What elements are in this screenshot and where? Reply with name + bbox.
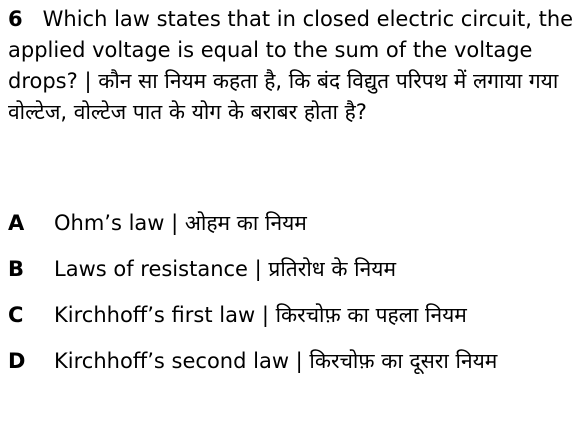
option-d-letter: D — [8, 349, 26, 373]
option-a-letter: A — [8, 211, 25, 235]
option-d-text: Kirchhoff’s second law | किरचोफ़ का दूसरा नियम — [54, 349, 498, 373]
option-d[interactable] — [8, 346, 582, 377]
option-b-text: Laws of resistance | प्रतिरोध के नियम — [54, 257, 396, 281]
option-b-letter: B — [8, 257, 25, 281]
question-number: 6 — [8, 7, 23, 31]
question-text: Which law states that in closed electric circuit, the applied voltage is equal to the sum of the voltage drops? | कौन सा नियम कहता है, कि बंद विद्युत परिपथ में लगाया गया वोल्टेज, वोल्टेज पात के योग के बराबर होता है? — [8, 7, 574, 124]
options-list — [8, 208, 582, 377]
question — [8, 4, 582, 128]
option-b[interactable] — [8, 254, 582, 285]
option-c-letter: C — [8, 303, 24, 327]
option-a[interactable] — [8, 208, 582, 239]
option-c[interactable] — [8, 300, 582, 331]
option-c-text: Kirchhoff’s first law | किरचोफ़ का पहला नियम — [54, 303, 467, 327]
option-a-text: Ohm’s law | ओहम का नियम — [54, 211, 307, 235]
